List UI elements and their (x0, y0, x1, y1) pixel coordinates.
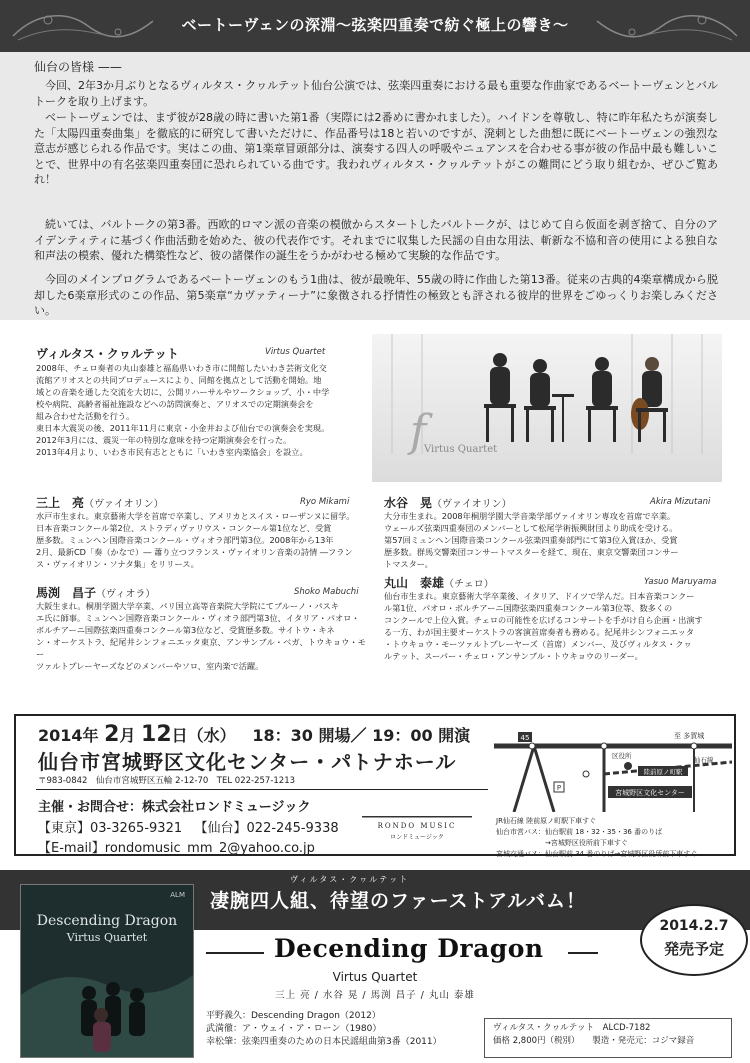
event-month: 2 (104, 722, 120, 747)
event-venue: 仙台市宮城野区文化センター・パトナホール (38, 750, 457, 774)
bio-line: 流館アリオスとの共同プロデュースにより、同館を拠点として活動を開始。地 (36, 375, 322, 385)
rondo-logo-text: RONDO MUSIC (377, 822, 457, 830)
album-title: Decending Dragon (274, 934, 544, 963)
sendai-label: 【仙台】 (194, 821, 247, 836)
bio-line: 校や病院、高齢者福祉施設などへの訪問演奏と、アリオスでの定期演奏会を (36, 399, 314, 409)
route-number: 45 (520, 734, 530, 742)
map-station: 陸前原ノ町駅 (643, 768, 683, 776)
bio-line: 2013年4月より、いわき市民有志とともに「いわき室内楽協会」を設立。 (36, 447, 308, 457)
member-name (384, 574, 494, 591)
member-romaji: Yasuo Maruyama (644, 577, 717, 587)
bio-line: 水戸市生まれ。東京藝術大学を首席で卒業し、アメリカとスイス・ローザンヌに留学。 (36, 511, 355, 521)
access-line: 仙台市営バス：仙台駅前 18・32・35・36 番のりば (496, 828, 663, 836)
event-phones (38, 817, 339, 836)
member-romaji: Shoko Mabuchi (294, 587, 359, 597)
member-name (36, 494, 164, 511)
bio-line: 大阪生まれ。桐朋学園大学卒業、パリ国立高等音楽院大学院にてブルーノ・パスキ (36, 601, 339, 611)
cover-title: Descending Dragon (36, 913, 178, 929)
member-bio (384, 590, 714, 662)
member-name-text: 馬渕 昌子 (36, 586, 97, 600)
bio-line: トマスター。 (384, 559, 433, 569)
divider (36, 789, 488, 790)
bio-line: ボルチアーニ国際弦楽四重奏コンクール第3位など、受賞歴多数。サイトウ・キネ (36, 625, 335, 635)
track-item: 幸松肇：弦楽四重奏のための日本民謡組曲第3番（2011） (206, 1037, 442, 1047)
album-kana: ヴィルタス・クヮルテット (290, 875, 410, 884)
member-bio (36, 600, 366, 672)
access-line: →宮城野区役所前下車すぐ (496, 839, 628, 847)
track-item: 平野義久：Descending Dragon（2012） (206, 1011, 381, 1021)
tokyo-phone: 03-3265-9321 (90, 821, 183, 836)
member-part: （チェロ） (444, 579, 494, 590)
quartet-name: ヴィルタス・クヮルテット (36, 347, 179, 361)
banner-title: ベートーヴェンの深淵～弦楽四重奏で紡ぐ極上の響き～ (181, 16, 569, 34)
member-name (384, 494, 512, 511)
member-romaji: Akira Mizutani (650, 497, 711, 507)
quartet-romaji: Virtus Quartet (265, 347, 326, 357)
event-address: 〒983-0842 仙台市宮城野区五輪 2-12-70 TEL 022-257-1213 (38, 776, 296, 786)
bio-line: 仙台市生まれ。東京藝術大学卒業後、イタリア、ドイツで学んだ。日本音楽コンクー (384, 591, 695, 601)
release-date: 2014.2.7 (659, 918, 729, 934)
member-name (36, 584, 155, 601)
map-kuyakusho: 区役所 (612, 752, 632, 760)
bio-line: 域との音楽を通した交流を大切に、公開リハーサルやワークショップ、小・中学 (36, 387, 330, 397)
member-part: （ヴァイオリン） (84, 499, 164, 510)
quartet-photo (372, 334, 722, 482)
access-line: 宮城交通バス：仙台駅前 34 番のりば→宮城野区役所前下車すぐ (496, 850, 698, 858)
bio-line: 2012年3月には、震災一年の特別な意味を持つ定期演奏会を行った。 (36, 435, 292, 445)
sendai-phone: 022-245-9338 (246, 821, 339, 836)
year-unit: 年 (82, 726, 99, 745)
greeting-panel (0, 52, 750, 320)
logo-text: Virtus Quartet (424, 444, 498, 455)
album-headline: 凄腕四人組、待望のファーストアルバム！ (210, 890, 587, 912)
bio-line: ス・ヴァイオリン・ソナタ集」をリリース。 (36, 559, 199, 569)
bio-line: ・トウキョウ・モーツァルトプレーヤーズ（首席）メンバー、及びヴィルタス・クヮ (384, 639, 692, 649)
event-year: 2014 (38, 726, 83, 745)
greeting-paragraph: 今回、2年3か月ぶりとなるヴィルタス・クヮルテット仙台公演では、弦楽四重奏における最も重要な作曲家であるベートーヴェンとバルトークを取り上げます。 (34, 79, 718, 108)
bio-line: エ氏に師事。ミュンヘン国際音楽コンクール・ヴィオラ部門第3位、イタリア・パオロ・ (36, 613, 360, 623)
event-info-box (14, 714, 736, 856)
album-members: 三上 亮 / 水谷 晃 / 馬渕 昌子 / 丸山 泰雄 (275, 990, 475, 1001)
map-line: 仙石線 (694, 756, 714, 764)
kuyakusho-marker-icon (624, 762, 632, 770)
bio-line: ルテット、スーパー・チェロ・アンサンブル・トウキョウのリーダー。 (384, 651, 643, 661)
bio-line: 組み合わせた活動を行う。 (36, 411, 135, 421)
rondo-music-logo (362, 816, 472, 844)
svg-text:P: P (556, 784, 562, 792)
month-unit: 月 (119, 726, 136, 745)
bio-line: ツァルトプレーヤーズなどのメンバーやソロ、室内楽で活躍。 (36, 661, 264, 671)
release-badge (640, 904, 748, 976)
event-day: 12 (141, 722, 172, 747)
access-line: JR仙石線 陸前原ノ町駅下車すぐ (496, 817, 597, 825)
track-item: 武満徹：ア・ウェイ・ア・ローン（1980） (206, 1024, 382, 1034)
venue-map (494, 724, 732, 812)
release-label: 発売予定 (663, 940, 724, 958)
product-line: ヴィルタス・クヮルテット ALCD-7182 (493, 1023, 651, 1033)
bio-line: ル第1位、パオロ・ボルチアーニ国際弦楽四重奏コンクール第3位等、数多くの (384, 603, 673, 613)
product-info (484, 1018, 732, 1058)
rondo-logo-kana: ロンドミュージック (390, 834, 444, 841)
member-name-text: 丸山 泰雄 (384, 576, 445, 590)
event-organizer: 主催・お問合せ：株式会社ロンドミュージック (38, 800, 311, 815)
divider (568, 952, 598, 954)
member-name-text: 水谷 晃 (384, 496, 433, 510)
day-unit: 日 (171, 726, 188, 745)
map-venue-label: 宮城野区文化センター (615, 789, 685, 797)
event-times: 18：30 開場／ 19：00 開演 (252, 726, 471, 745)
album-section (0, 870, 750, 1063)
quartet-bio (36, 362, 366, 458)
bio-line: る一方、わが国主要オーケストラの客演首席奏者も務める。紀尾井シンフォニエッタ (384, 627, 695, 637)
bio-line: ウェールズ弦楽四重奏団のメンバーとして松尾学術振興財団より助成を受ける。 (384, 523, 678, 533)
top-banner (0, 0, 750, 52)
bio-line: ン・オーケストラ、紀尾井シンフォニエッタ東京、アンサンブル・ベガ、トウキョウ・モー (36, 637, 366, 659)
bio-line: 東日本大震災の後、2011年11月に東京・小金井および仙台での演奏会を実現。 (36, 423, 330, 433)
bio-line: 2月、最新CD「奏（かなで）― 蕭り立つフランス・ヴァイオリン音楽の詩情 ―フラン (36, 547, 353, 557)
email-label: 【E-mail】 (38, 841, 105, 856)
member-name-text: 三上 亮 (36, 496, 85, 510)
email-address[interactable]: rondomusic_mm_2@yahoo.co.jp (104, 841, 315, 856)
bio-line: 日本音楽コンクール第2位、ストラディヴァリウス・コンクール第1位など、受賞 (36, 523, 332, 533)
event-date (38, 722, 470, 747)
greeting-paragraph: ベートーヴェンでは、まず彼が28歳の時に書いた第1番（実際には2番めに書かれました）。ハイドンを尊敬し、特に昨年私たちが演奏した「太陽四重奏曲集」を徹底的に研究して書いただけに、作品番号は18と若いのですが、溌剌とした曲想に既にベートーヴェンの強烈な意志が感じられる作品です。実はこの曲、第1楽章冒頭部分は、演奏する四人の呼吸やニュアンスを合わせる事が彼の作品中最も難しいことで、世界中の有名弦楽四重奏団に恐れられている曲です。我われヴィルタス・クヮルテットがこの難問にどう取り組むか、ぜひご覧あれ！ (34, 111, 718, 186)
member-romaji: Ryo Mikami (300, 497, 350, 507)
member-bio (36, 510, 366, 570)
member-part: （ヴァイオリン） (432, 499, 512, 510)
cover-label: ALM (170, 891, 185, 899)
tokyo-label: 【東京】 (38, 821, 91, 836)
album-artist: Virtus Quartet (332, 970, 418, 984)
bio-line: コンクールで上位入賞。チェロの可能性を広げるコンサートを手がけ自ら企画・出演す (384, 615, 703, 625)
track-list (206, 1010, 442, 1049)
map-north: 至 多賀城 (674, 732, 705, 740)
greeting-salutation: 仙台の皆様 —— (34, 60, 122, 74)
bio-line: 歴多数。ミュンヘン国際音楽コンクール・ヴィオラ部門第3位。2008年から13年 (36, 535, 334, 545)
bio-line: 歴多数。群馬交響楽団コンサートマスターを経て、現在、東京交響楽団コンサー (384, 547, 679, 557)
event-email (38, 837, 315, 856)
svg-text:f: f (410, 406, 427, 457)
event-weekday: （水） (187, 726, 236, 745)
member-part: （ヴィオラ） (96, 589, 156, 600)
greeting-paragraph: 続いては、バルトークの第3番。西欧的ロマン派の音楽の模倣からスタートしたバルトークが、はじめて自ら仮面を剥ぎ捨て、自分のアイデンティティに基づく作曲活動を始めた、彼の代表作です。それまでに収集した民謡の自由な用法、斬新な不協和音の使用による独自な和声法の模索、優れた構築性など、彼の諸傑作の誕生をうかがわせる極めて実験的な作品です。 (34, 218, 718, 262)
access-info (496, 816, 697, 860)
cover-artist: Virtus Quartet (66, 931, 148, 944)
product-line: 価格 2,800円（税別） 製造・発売元：コジマ録音 (493, 1036, 695, 1046)
bio-line: 大分市生まれ。2008年桐朋学園大学音楽学部ヴァイオリン専攻を首席で卒業。 (384, 511, 676, 521)
divider (206, 952, 264, 954)
bio-line: 2008年、チェロ奏者の丸山泰雄と福島県いわき市に開館したいわき芸術文化交 (36, 363, 327, 373)
greeting-paragraph: 今回のメインプログラムであるベートーヴェンのもう1曲は、彼が最晩年、55歳の時に作曲した第13番。従来の古典的4楽章構成から脱却した6楽章形式のこの作品、第5楽章“カヴァティーナ”に象徴される抒情性の極致とも評される彼岸的世界をごゆっくりお楽しみください。 (34, 273, 718, 317)
member-bio (384, 510, 714, 570)
bio-line: 第57回ミュンヘン国際音楽コンクール弦楽四重奏部門にて第3位入賞ほか、受賞 (384, 535, 678, 545)
